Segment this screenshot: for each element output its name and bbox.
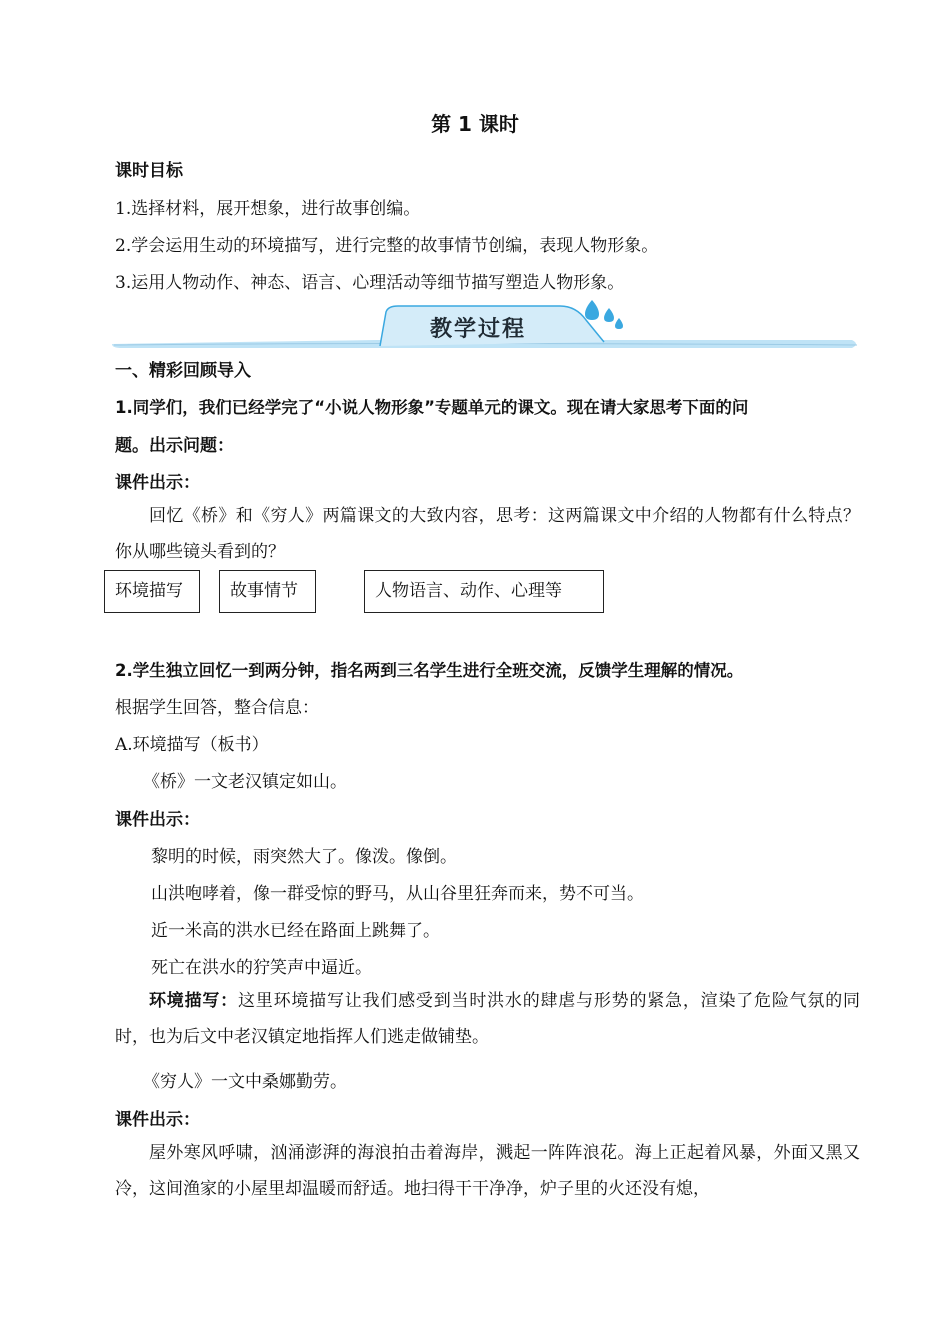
analysis-label: 环境描写：	[149, 991, 238, 1011]
point-a: A.环境描写（板书）	[115, 735, 269, 755]
step1-line2: 题。出示问题：	[115, 436, 234, 456]
objective-item: 3.运用人物动作、神态、语言、心理活动等细节描写塑造人物形象。	[115, 273, 625, 293]
analysis-paragraph	[115, 983, 860, 1055]
step1-line1: 1.同学们，我们已经学完了“小说人物形象”专题单元的课文。现在请大家思考下面的问	[115, 398, 749, 417]
bridge-quote: 山洪咆哮着，像一群受惊的野马，从山谷里狂奔而来，势不可当。	[151, 884, 644, 904]
section-heading: 一、精彩回顾导入	[115, 361, 251, 381]
courseware-label: 课件出示：	[115, 473, 200, 493]
objective-item: 1.选择材料，展开想象，进行故事创编。	[115, 199, 421, 219]
keyword-box-environment: 环境描写	[104, 570, 200, 613]
question-text: 回忆《桥》和《穷人》两篇课文的大致内容，思考：这两篇课文中介绍的人物都有什么特点？你从哪些镜头看到的？	[115, 506, 860, 562]
bridge-quote: 黎明的时候，雨突然大了。像泼。像倒。	[151, 847, 457, 867]
bridge-intro: 《桥》一文老汉镇定如山。	[143, 772, 347, 792]
lesson-title: 第 1 课时	[431, 112, 519, 136]
teaching-process-banner	[112, 298, 862, 354]
keyword-box-plot: 故事情节	[219, 570, 316, 613]
step2-text: 2.学生独立回忆一到两分钟，指名两到三名学生进行全班交流，反馈学生理解的情况。	[115, 661, 744, 680]
bridge-quote: 死亡在洪水的狞笑声中逼近。	[151, 958, 372, 978]
bridge-quote: 近一米高的洪水已经在路面上跳舞了。	[151, 921, 440, 941]
integrate-text: 根据学生回答，整合信息：	[115, 698, 319, 718]
poor-text: 屋外寒风呼啸，汹涌澎湃的海浪拍击着海岸，溅起一阵阵浪花。海上正起着风暴，外面又黑又冷，这间渔家的小屋里却温暖而舒适。地扫得干干净净，炉子里的火还没有熄，	[115, 1143, 860, 1199]
poor-intro: 《穷人》一文中桑娜勤劳。	[143, 1072, 347, 1092]
keyword-box-character: 人物语言、动作、心理等	[364, 570, 604, 613]
courseware-label: 课件出示：	[115, 1110, 200, 1130]
analysis-text: 这里环境描写让我们感受到当时洪水的肆虐与形势的紧急，渲染了危险气氛的同时，也为后文中老汉镇定地指挥人们逃走做铺垫。	[115, 991, 861, 1047]
objective-item: 2.学会运用生动的环境描写，进行完整的故事情节创编，表现人物形象。	[115, 236, 659, 256]
banner-label: 教学过程	[430, 317, 527, 342]
courseware-label: 课件出示：	[115, 810, 200, 830]
objectives-heading: 课时目标	[115, 161, 183, 181]
